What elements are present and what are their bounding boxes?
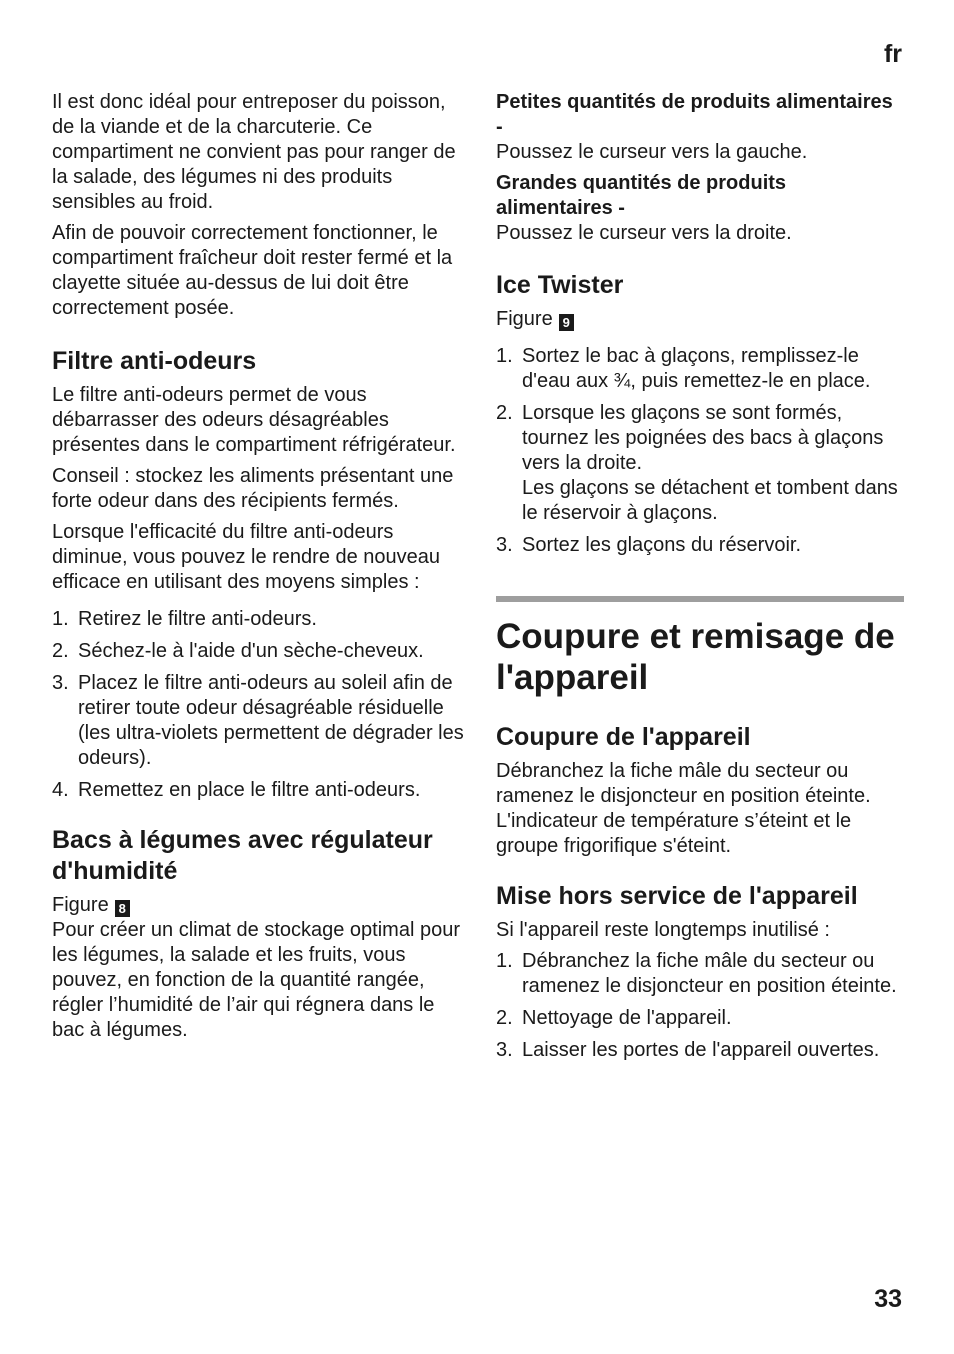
list-item: 3. Placez le filtre anti-odeurs au soleil afin de retirer toute odeur désagréable résiduelle (les ultra-violets permettent de dégrader les odeurs). <box>52 672 464 769</box>
ice-steps <box>496 344 904 558</box>
page-number: 33 <box>874 1285 902 1313</box>
list-item: 4. Remettez en place le filtre anti-odeurs. <box>52 779 421 801</box>
ice-twister-heading: Ice Twister <box>496 271 624 299</box>
list-item: 2. Nettoyage de l'appareil. <box>496 1007 732 1029</box>
filtre-steps <box>52 607 464 803</box>
bacs-figure-ref: Figure 8 <box>52 893 464 918</box>
list-item: 1. Débranchez la fiche mâle du secteur ou ramenez le disjoncteur en position éteinte. <box>496 950 897 997</box>
mise-intro: Si l'appareil reste longtemps inutilisé : <box>496 919 830 941</box>
small-quantities-label: Petites quantités de produits alimentaires - <box>496 91 893 138</box>
figure-8-icon: 8 <box>115 900 130 917</box>
list-item: 1. Retirez le filtre anti-odeurs. <box>52 608 317 630</box>
filtre-paragraph-2: Conseil : stockez les aliments présentant une forte odeur dans des récipients fermés. <box>52 465 454 512</box>
section-divider <box>496 596 904 602</box>
large-quantities-text: Poussez le curseur vers la droite. <box>496 222 792 244</box>
left-column <box>52 90 464 1049</box>
list-item: 3. Laisser les portes de l'appareil ouvertes. <box>496 1039 880 1061</box>
ice-figure-ref: Figure 9 <box>496 307 904 332</box>
small-quantities-text: Poussez le curseur vers la gauche. <box>496 141 808 163</box>
section-title: Coupure et remisage de l'appareil <box>496 617 895 697</box>
filtre-paragraph-3: Lorsque l'efficacité du filtre anti-odeurs diminue, vous pouvez le rendre de nouveau efficace en utilisant des moyens simples : <box>52 521 441 593</box>
filtre-paragraph-1: Le filtre anti-odeurs permet de vous débarrasser des odeurs désagréables présentes dans le compartiment réfrigérateur. <box>52 384 456 456</box>
mise-steps <box>496 949 904 1063</box>
filtre-heading: Filtre anti-odeurs <box>52 347 257 375</box>
bacs-heading: Bacs à légumes avec régulateur d'humidité <box>52 826 433 885</box>
mise-heading: Mise hors service de l'appareil <box>496 882 858 910</box>
list-item: 3. Sortez les glaçons du réservoir. <box>496 534 802 556</box>
right-column <box>496 90 904 1070</box>
large-quantities-label: Grandes quantités de produits alimentaires - <box>496 172 787 219</box>
intro-paragraph-1: Il est donc idéal pour entreposer du poisson, de la viande et de la charcuterie. Ce compartiment ne convient pas pour ranger de la salade, des légumes ni des produits sensibles au froid. <box>52 91 456 213</box>
list-item: 2. Lorsque les glaçons se sont formés, tournez les poignées des bacs à glaçons vers la droite. Les glaçons se détachent et tombent dans le réservoir à glaçons. <box>496 402 898 524</box>
figure-9-icon: 9 <box>559 314 574 331</box>
coupure-paragraph: Débranchez la fiche mâle du secteur ou ramenez le disjoncteur en position éteinte. L'indicateur de température s’éteint et le groupe frigorifique s'éteint. <box>496 760 871 857</box>
list-item: 1. Sortez le bac à glaçons, remplissez-le d'eau aux ¾, puis remettez-le en place. <box>496 345 871 392</box>
language-label: fr <box>883 40 902 68</box>
intro-paragraph-2: Afin de pouvoir correctement fonctionner, le compartiment fraîcheur doit rester fermé et la clayette située au-dessus de lui doit être correctement posée. <box>52 222 453 319</box>
list-item: 2. Séchez-le à l'aide d'un sèche-cheveux. <box>52 640 424 662</box>
coupure-heading: Coupure de l'appareil <box>496 723 751 751</box>
bacs-paragraph: Pour créer un climat de stockage optimal pour les légumes, la salade et les fruits, vous pouvez, en fonction de la quantité rangée, régler l’humidité de l’air qui régnera dans le bac à légumes. <box>52 919 460 1041</box>
